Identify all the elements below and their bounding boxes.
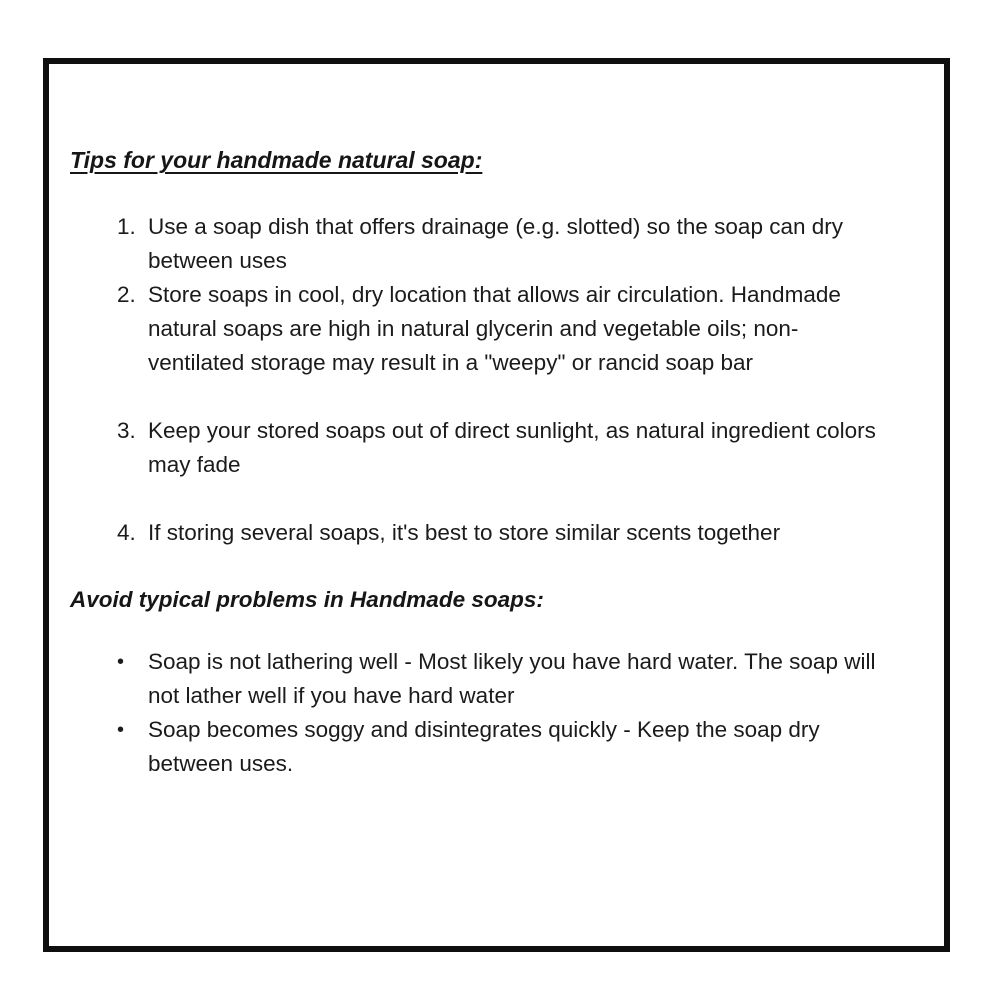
- tip-text-3: Keep your stored soaps out of direct sunlight, as natural ingredient colors may fade: [148, 418, 876, 477]
- problem-text-1: Soap is not lathering well - Most likely you have hard water. The soap will not lather well if you have hard water: [148, 649, 876, 708]
- tip-text-4: If storing several soaps, it's best to store similar scents together: [148, 520, 781, 545]
- tip-item-4: [117, 516, 944, 550]
- document-border-frame: [43, 58, 950, 952]
- bullet-icon: •: [117, 651, 125, 673]
- tip-number-1: 1.: [117, 214, 136, 239]
- tip-number-4: 4.: [117, 520, 136, 545]
- problem-item-2: [117, 713, 944, 781]
- problems-list: [49, 645, 944, 781]
- tips-list: [49, 210, 944, 550]
- tip-item-3: [117, 414, 944, 482]
- tip-text-1: Use a soap dish that offers drainage (e.g. slotted) so the soap can dry between uses: [148, 214, 843, 273]
- problem-text-2: Soap becomes soggy and disintegrates quickly - Keep the soap dry between uses.: [148, 717, 820, 776]
- tip-text-2: Store soaps in cool, dry location that allows air circulation. Handmade natural soaps are high in natural glycerin and vegetable oils; non-ventilated storage may result in a "weepy" or rancid soap bar: [148, 282, 841, 375]
- document-title: Tips for your handmade natural soap:: [70, 147, 483, 173]
- tip-item-1: [117, 210, 944, 278]
- tip-item-2: [117, 278, 944, 380]
- problem-item-1: [117, 645, 944, 713]
- tip-number-3: 3.: [117, 418, 136, 443]
- tip-number-2: 2.: [117, 282, 136, 307]
- bullet-icon: •: [117, 719, 125, 741]
- problems-heading: Avoid typical problems in Handmade soaps:: [70, 587, 544, 612]
